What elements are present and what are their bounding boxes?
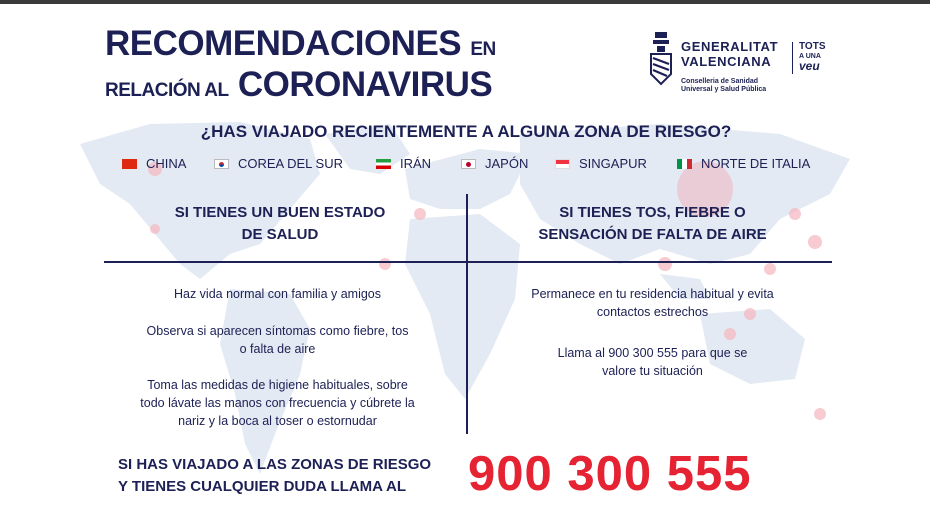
recommendation-text: o falta de aire	[239, 342, 316, 357]
poster-title	[105, 26, 496, 102]
footer-line2: Y TIENES CUALQUIER DUDA LLAMA AL	[118, 477, 407, 495]
title-line2-big: CORONAVIRUS	[237, 65, 493, 104]
right-recommendation-1	[480, 285, 825, 321]
italy-flag-icon	[677, 159, 692, 169]
recommendation-text: valore tu situación	[602, 364, 703, 379]
recommendation-text: contactos estrechos	[596, 305, 709, 320]
south-korea-flag-icon	[214, 159, 229, 169]
slogan-line1: TOTS	[799, 41, 826, 52]
left-recommendation-2	[100, 322, 455, 358]
zone-label: JAPÓN	[485, 156, 529, 171]
logo-line2: VALENCIANA	[681, 53, 772, 69]
recommendation-text: nariz y la boca al toser o estornudar	[178, 414, 377, 429]
left-recommendation-1	[100, 285, 455, 303]
dept-line1: Conselleria de Sanidad	[681, 78, 759, 85]
logo-department	[681, 78, 766, 95]
generalitat-logo	[647, 30, 847, 102]
horizontal-divider	[104, 261, 832, 263]
zone-singapore	[555, 156, 647, 171]
title-line1-big: RECOMENDACIONES	[105, 24, 462, 63]
zone-japan	[461, 156, 528, 171]
zone-label: IRÁN	[400, 156, 432, 171]
zone-label: CHINA	[146, 156, 187, 171]
zone-south-korea	[214, 156, 343, 171]
left-recommendation-3	[100, 376, 455, 430]
left-heading-line1: SI TIENES UN BUEN ESTADO	[174, 204, 386, 221]
helpline-phone-number[interactable]: 900 300 555	[468, 447, 752, 501]
recommendation-text: Haz vida normal con familia y amigos	[173, 287, 382, 301]
zone-china	[122, 156, 186, 171]
recommendation-text: Llama al 900 300 555 para que se	[557, 346, 748, 360]
zone-label: COREA DEL SUR	[238, 156, 343, 171]
right-recommendation-2	[480, 344, 825, 380]
right-column-heading	[480, 202, 825, 246]
china-flag-icon	[122, 159, 137, 169]
risk-zones-list	[118, 156, 838, 176]
left-column-heading	[110, 202, 450, 246]
singapore-flag-icon	[555, 159, 570, 169]
recommendation-text: Permanece en tu residencia habitual y evita	[531, 287, 774, 301]
logo-slogan	[799, 42, 825, 72]
footer-line1: SI HAS VIAJADO A LAS ZONAS DE RIESGO	[118, 456, 432, 473]
zone-label: SINGAPUR	[579, 156, 647, 171]
zone-north-italy	[677, 156, 810, 171]
vertical-divider	[466, 194, 468, 434]
risk-zone-question: ¿HAS VIAJADO RECIENTEMENTE A ALGUNA ZONA DE RIESGO?	[200, 122, 732, 141]
recommendation-text: Observa si aparecen síntomas como fiebre, tos	[146, 324, 409, 338]
poster	[60, 4, 872, 519]
title-line1-small: EN	[470, 39, 496, 60]
slogan-line2: A UNA	[799, 52, 821, 60]
zone-iran	[376, 156, 431, 171]
footer-message	[118, 454, 431, 498]
slogan-line3: veu	[799, 58, 820, 73]
left-heading-line2: DE SALUD	[241, 225, 319, 243]
iran-flag-icon	[376, 159, 391, 169]
dept-line2: Universal y Salud Pública	[681, 86, 767, 94]
right-heading-line1: SI TIENES TOS, FIEBRE O	[559, 204, 746, 221]
generalitat-crest-icon	[647, 30, 675, 86]
logo-separator	[792, 42, 793, 74]
right-heading-line2: SENSACIÓN DE FALTA DE AIRE	[538, 225, 767, 243]
recommendation-text: Toma las medidas de higiene habituales, sobre	[147, 378, 408, 392]
zone-label: NORTE DE ITALIA	[701, 156, 811, 171]
recommendation-text: todo lávate las manos con frecuencia y cúbrete la	[140, 396, 415, 411]
logo-line1: GENERALITAT	[681, 39, 779, 54]
title-line2-small: RELACIÓN AL	[105, 80, 229, 101]
japan-flag-icon	[461, 159, 476, 169]
